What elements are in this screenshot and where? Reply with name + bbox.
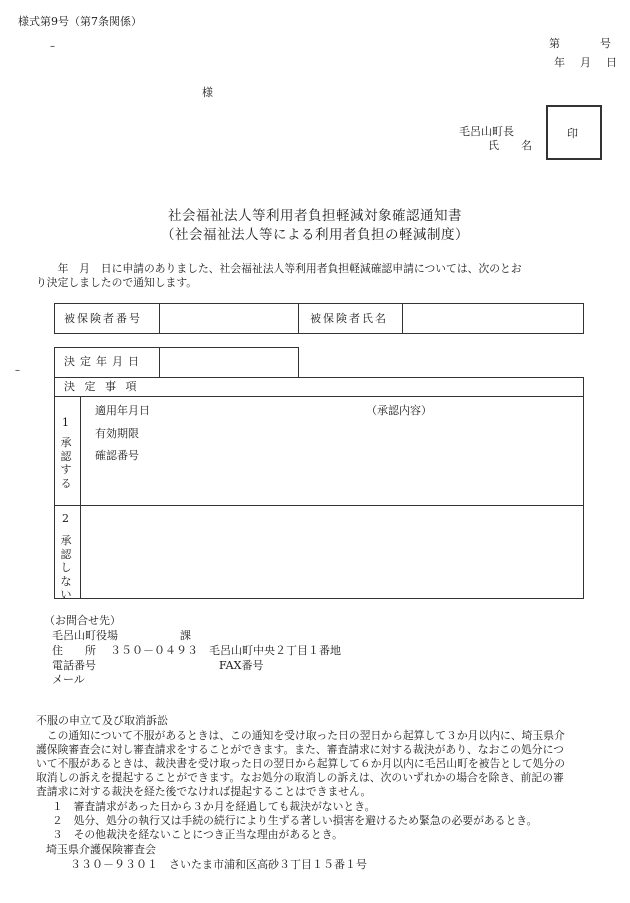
intro-line-2: り決定しましたので通知します。: [36, 276, 198, 289]
contact-email-label: メール: [52, 673, 85, 686]
cell-divider: [159, 347, 160, 378]
reject-text: 承認しない: [60, 534, 72, 601]
issuer-title: 毛呂山町長: [459, 125, 514, 138]
intro-line-1: 年 月 日に申請のありました、社会福祉法人等利用者負担軽減確認申請については、次のとお: [36, 262, 522, 275]
contact-phone-label: 電話番号: [52, 659, 96, 672]
doc-number-suffix: 号: [600, 37, 611, 50]
appeal-line: 取消しの訴えを提起することができます。なお処分の取消しの訴えは、次のいずれかの場合を除き、前記の審: [36, 771, 564, 784]
decision-date-field[interactable]: [161, 349, 297, 376]
decision-matters-label: 決 定 事 項: [64, 380, 140, 393]
form-number: 様式第9号（第7条関係）: [18, 15, 142, 28]
appeal-heading: 不服の申立て及び取消訴訟: [36, 714, 168, 727]
approval-details-label: （承認内容）: [366, 404, 432, 417]
contact-heading: （お問合せ先）: [44, 614, 121, 627]
appeal-line: いて不服があるときは、裁決書を受け取った日の翌日から起算して６か月以内に毛呂山町を被告として処分の: [36, 757, 566, 770]
approve-item-confirmation-number: 確認番号: [95, 449, 139, 462]
insured-name-label: 被保険者氏名: [310, 312, 388, 325]
document-title: 社会福祉法人等利用者負担軽減対象確認通知書: [168, 208, 462, 224]
approve-text: 承認する: [60, 436, 72, 490]
appeal-authority-address: ３３０－９３０１ さいたま市浦和区高砂３丁目１５番１号: [70, 858, 367, 871]
appeal-line: 護保険審査会に対し審査請求をすることができます。また、審査請求に対する裁決があり、なおこの処分につ: [36, 743, 564, 756]
cell-divider: [298, 303, 299, 334]
insured-number-label: 被保険者番号: [64, 312, 142, 325]
contact-section-suffix: 課: [180, 629, 191, 642]
insured-name-field[interactable]: [404, 305, 582, 332]
contact-office: 毛呂山町役場: [52, 629, 118, 642]
approve-item-start-date: 適用年月日: [95, 404, 150, 417]
contact-address-label: 住 所: [52, 644, 96, 657]
row-divider: [54, 396, 584, 397]
appeal-condition: ２ 処分、処分の執行又は手続の続行により生ずる著しい損害を避けるため緊急の必要があるとき。: [52, 814, 538, 827]
row-divider: [54, 505, 584, 506]
insured-number-field[interactable]: [161, 305, 296, 332]
addressee-suffix: 様: [202, 86, 213, 99]
doc-number-prefix: 第: [549, 37, 560, 50]
appeal-line: 査請求に対する裁決を経た後でなければ提起することはできません。: [36, 785, 372, 798]
margin-dash: –: [50, 41, 55, 52]
margin-dash: –: [15, 365, 20, 376]
issue-date: 年 月 日: [554, 56, 619, 69]
appeal-line: この通知について不服があるときは、この通知を受け取った日の翌日から起算して３か月以内に、埼玉県介: [36, 729, 565, 742]
document-subtitle: （社会福祉法人等による利用者負担の軽減制度）: [161, 227, 469, 243]
approve-item-expiry: 有効期限: [95, 427, 139, 440]
contact-fax-label: FAX番号: [219, 659, 264, 672]
decision-date-label: 決定年月日: [64, 355, 144, 368]
cell-divider: [159, 303, 160, 334]
issuer-name-label: 氏 名: [488, 139, 532, 152]
seal-label: 印: [567, 127, 578, 140]
reject-number: 2: [62, 512, 69, 525]
contact-address: ３５０－０４９３ 毛呂山町中央２丁目１番地: [110, 644, 341, 657]
appeal-authority: 埼玉県介護保険審査会: [46, 843, 156, 856]
appeal-condition: ３ その他裁決を経ないことにつき正当な理由があるとき。: [52, 828, 343, 841]
approve-number: 1: [62, 416, 69, 429]
appeal-condition: １ 審査請求があった日から３か月を経過しても裁決がないとき。: [52, 800, 376, 813]
col-divider: [80, 396, 81, 599]
cell-divider: [402, 303, 403, 334]
